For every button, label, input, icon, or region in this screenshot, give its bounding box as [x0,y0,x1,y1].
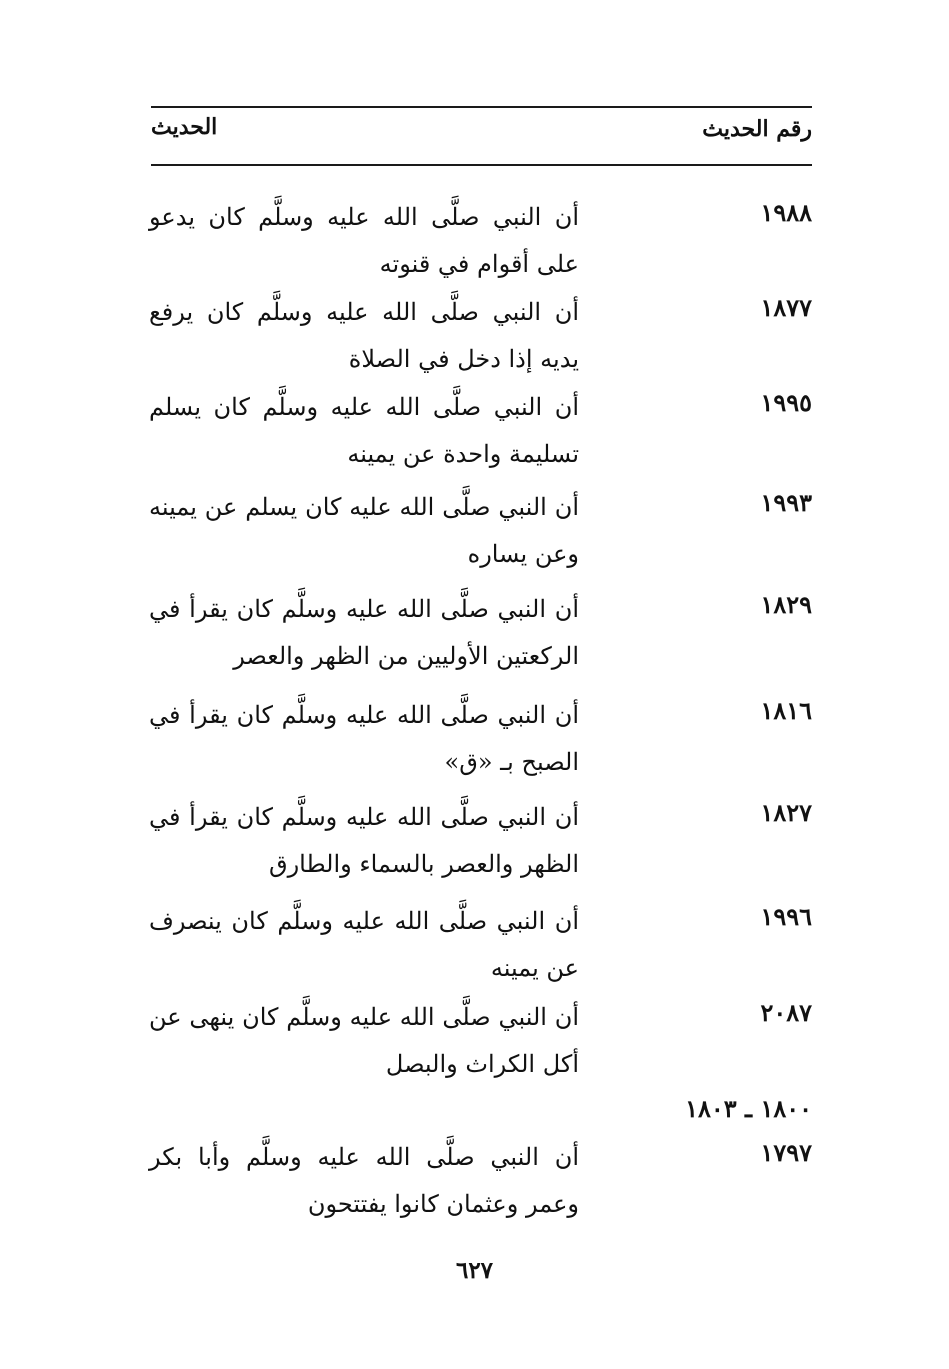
hadith-number: ١٨١٦ [760,696,812,725]
page-number: ٦٢٧ [455,1257,494,1284]
header-bottom-rule [151,164,812,166]
hadith-number: ١٩٩٣ [760,488,812,517]
hadith-row [151,998,812,1098]
hadith-number: ١٨٧٧ [760,293,812,322]
hadith-row [151,696,812,796]
hadith-number-range: ١٨٠٠ ـ ١٨٠٣ [685,1094,812,1123]
hadith-text: أن النبي صلَّى الله عليه وسلَّم كان يقرأ في الصبح بـ «ق» [149,701,579,776]
column-header-hadith-number: رقم الحديث [702,116,812,142]
hadith-row [151,293,812,393]
hadith-number: ١٩٩٦ [760,902,812,931]
hadith-text: أن النبي صلَّى الله عليه وسلَّم كان يرفع يديه إذا دخل في الصلاة [149,298,579,373]
hadith-number: ١٨٢٩ [760,590,812,619]
hadith-text: أن النبي صلَّى الله عليه وسلَّم كان ينصرف عن يمينه [149,907,579,982]
hadith-text: أن النبي صلَّى الله عليه وسلَّم وأبا بكر وعمر وعثمان كانوا يفتتحون [149,1143,579,1218]
header-top-rule [151,106,812,108]
hadith-row [151,1138,812,1238]
hadith-row [151,590,812,690]
hadith-row [151,388,812,488]
hadith-number: ١٩٩٥ [760,388,812,417]
hadith-text: أن النبي صلَّى الله عليه وسلَّم كان ينهى عن أكل الكراث والبصل [149,1003,579,1078]
hadith-number: ١٩٨٨ [760,198,812,227]
hadith-text: أن النبي صلَّى الله عليه وسلَّم كان يدعو على أقوام في قنوته [149,203,579,278]
hadith-number: ١٧٩٧ [760,1138,812,1167]
hadith-number: ١٨٢٧ [760,798,812,827]
hadith-number: ٢٠٨٧ [760,998,812,1027]
hadith-text: أن النبي صلَّى الله عليه وسلَّم كان يسلم تسليمة واحدة عن يمينه [149,393,579,468]
hadith-text: أن النبي صلَّى الله عليه وسلَّم كان يقرأ في الظهر والعصر بالسماء والطارق [149,803,579,878]
hadith-row [151,488,812,588]
hadith-row [151,798,812,898]
hadith-text: أن النبي صلَّى الله عليه وسلَّم كان يقرأ في الركعتين الأوليين من الظهر والعصر [149,595,579,670]
hadith-row [151,902,812,1002]
hadith-row [151,198,812,298]
column-header-hadith: الحديث [151,114,218,140]
hadith-text: أن النبي صلَّى الله عليه كان يسلم عن يمينه وعن يساره [149,493,579,568]
